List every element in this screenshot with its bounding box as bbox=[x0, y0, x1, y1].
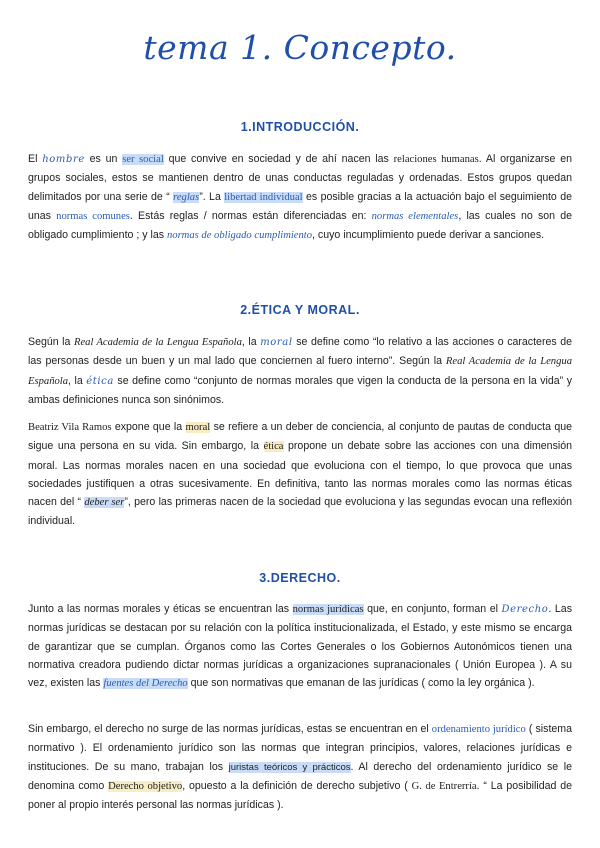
highlight-moral: moral bbox=[185, 422, 211, 433]
paragraph-ordenamiento: Sin embargo, el derecho no surge de las normas jurídicas, estas se encuentran en el ordenamiento jurídico ( sistema normativo ). El ordenamiento jurídico son las normas que integran principios, valores, relaciones jurídicas e instituciones. De su mano, trabajan los juristas teóricos y prácticos. Al derecho del ordenamiento jurídico se le denomina como Derecho objetivo, opuesto a la definición de derecho subjetivo ( G. de Entrerría. “ La posibilidad de poner al propio interés personal las normas jurídicas ). bbox=[28, 723, 573, 812]
paragraph-etica-moral-definiciones: Según la Real Academia de la Lengua Española, la moral se define como “lo relativo a las acciones o caracteres de las personas desde un buen y un mal lado que conciernen al fuero interno”. Según la Real Academia de la Lengua Española, la ética se define como “conjunto de normas morales que vigen la conducta de la persona en la vida” y ambas definiciones nunca son sinónimos. bbox=[28, 336, 572, 406]
handwritten-moral: moral bbox=[260, 337, 293, 348]
section-heading-derecho: 3.DERECHO. bbox=[259, 571, 341, 585]
highlight-libertad-individual: libertad individual bbox=[224, 191, 303, 203]
handwritten-etica: ética bbox=[86, 375, 114, 387]
paragraph-introduccion: El hombre es un ser social que convive en sociedad y de ahí nacen las relaciones humanas. Al organizarse en grupos sociales, estos se mantienen dentro de unas conductas reguladas y ordenadas. Estos grupos quedan delimitados por una serie de “ reglas”. La libertad individual es posible gracias a la actuación bajo el seguimiento de unas normas comunes. Estás reglas / normas están diferenciadas en: normas elementales, las cuales no son de obligado cumplimiento ; y las normas de obligado cumplimiento, cuyo incumplimiento puede derivar a sanciones. bbox=[28, 153, 573, 242]
section-heading-introduccion: 1.INTRODUCCIÓN. bbox=[240, 120, 360, 134]
section-heading-etica-moral: 2.ÉTICA Y MORAL. bbox=[240, 303, 360, 317]
handwritten-hombre: hombre bbox=[42, 154, 85, 165]
highlight-juristas: juristas teóricos y prácticos bbox=[228, 761, 351, 773]
page-title: tema 1. Concepto. bbox=[143, 28, 457, 67]
highlight-etica: ética bbox=[263, 441, 284, 453]
highlight-normas-juridicas: normas jurídicas bbox=[292, 604, 364, 615]
highlight-reglas: reglas bbox=[173, 191, 200, 203]
paragraph-derecho-normas: Junto a las normas morales y éticas se encuentran las normas jurídicas que, en conjunto, forman el Derecho. Las normas jurídicas se destacan por su relación con la política institucionalizada, el Estado, y este mismo se encarga de garantizar que se cumplan. Órganos como las Cortes Generales o los Gobiernos Autonómicos tienen una normativa creadora pudiendo dictar normas jurídicas a organizaciones supranacionales ( Unión Europea ). A su vez, existen las fuentes del Derecho que son normativas que emanan de las jurídicas ( como la ley orgánica ). bbox=[28, 603, 573, 690]
paragraph-vila-ramos: Beatriz Vila Ramos expone que la moral se refiere a un deber de conciencia, al conjunto de pautas de conducta que sigue una persona en su vida. Sin embargo, la ética propone un debate sobre las acciones con una dimensión moral. Las normas morales nacen en una sociedad que evoluciona con el tiempo, lo que provoca que unas sociedades justifiquen a otras sucesivamente. En definitiva, tanto las normas morales como las normas éticas nacen del “ deber ser”, pero las primeras nacen de la sociedad que evoluciona y las segundas evocan una reflexión individual. bbox=[28, 421, 573, 528]
highlight-deber-ser: deber ser bbox=[84, 497, 125, 509]
highlight-fuentes-derecho: fuentes del Derecho bbox=[103, 678, 188, 690]
highlight-derecho-objetivo: Derecho objetivo bbox=[108, 780, 183, 792]
highlight-ser-social: ser social bbox=[122, 154, 164, 165]
handwritten-derecho: Derecho bbox=[501, 604, 549, 615]
